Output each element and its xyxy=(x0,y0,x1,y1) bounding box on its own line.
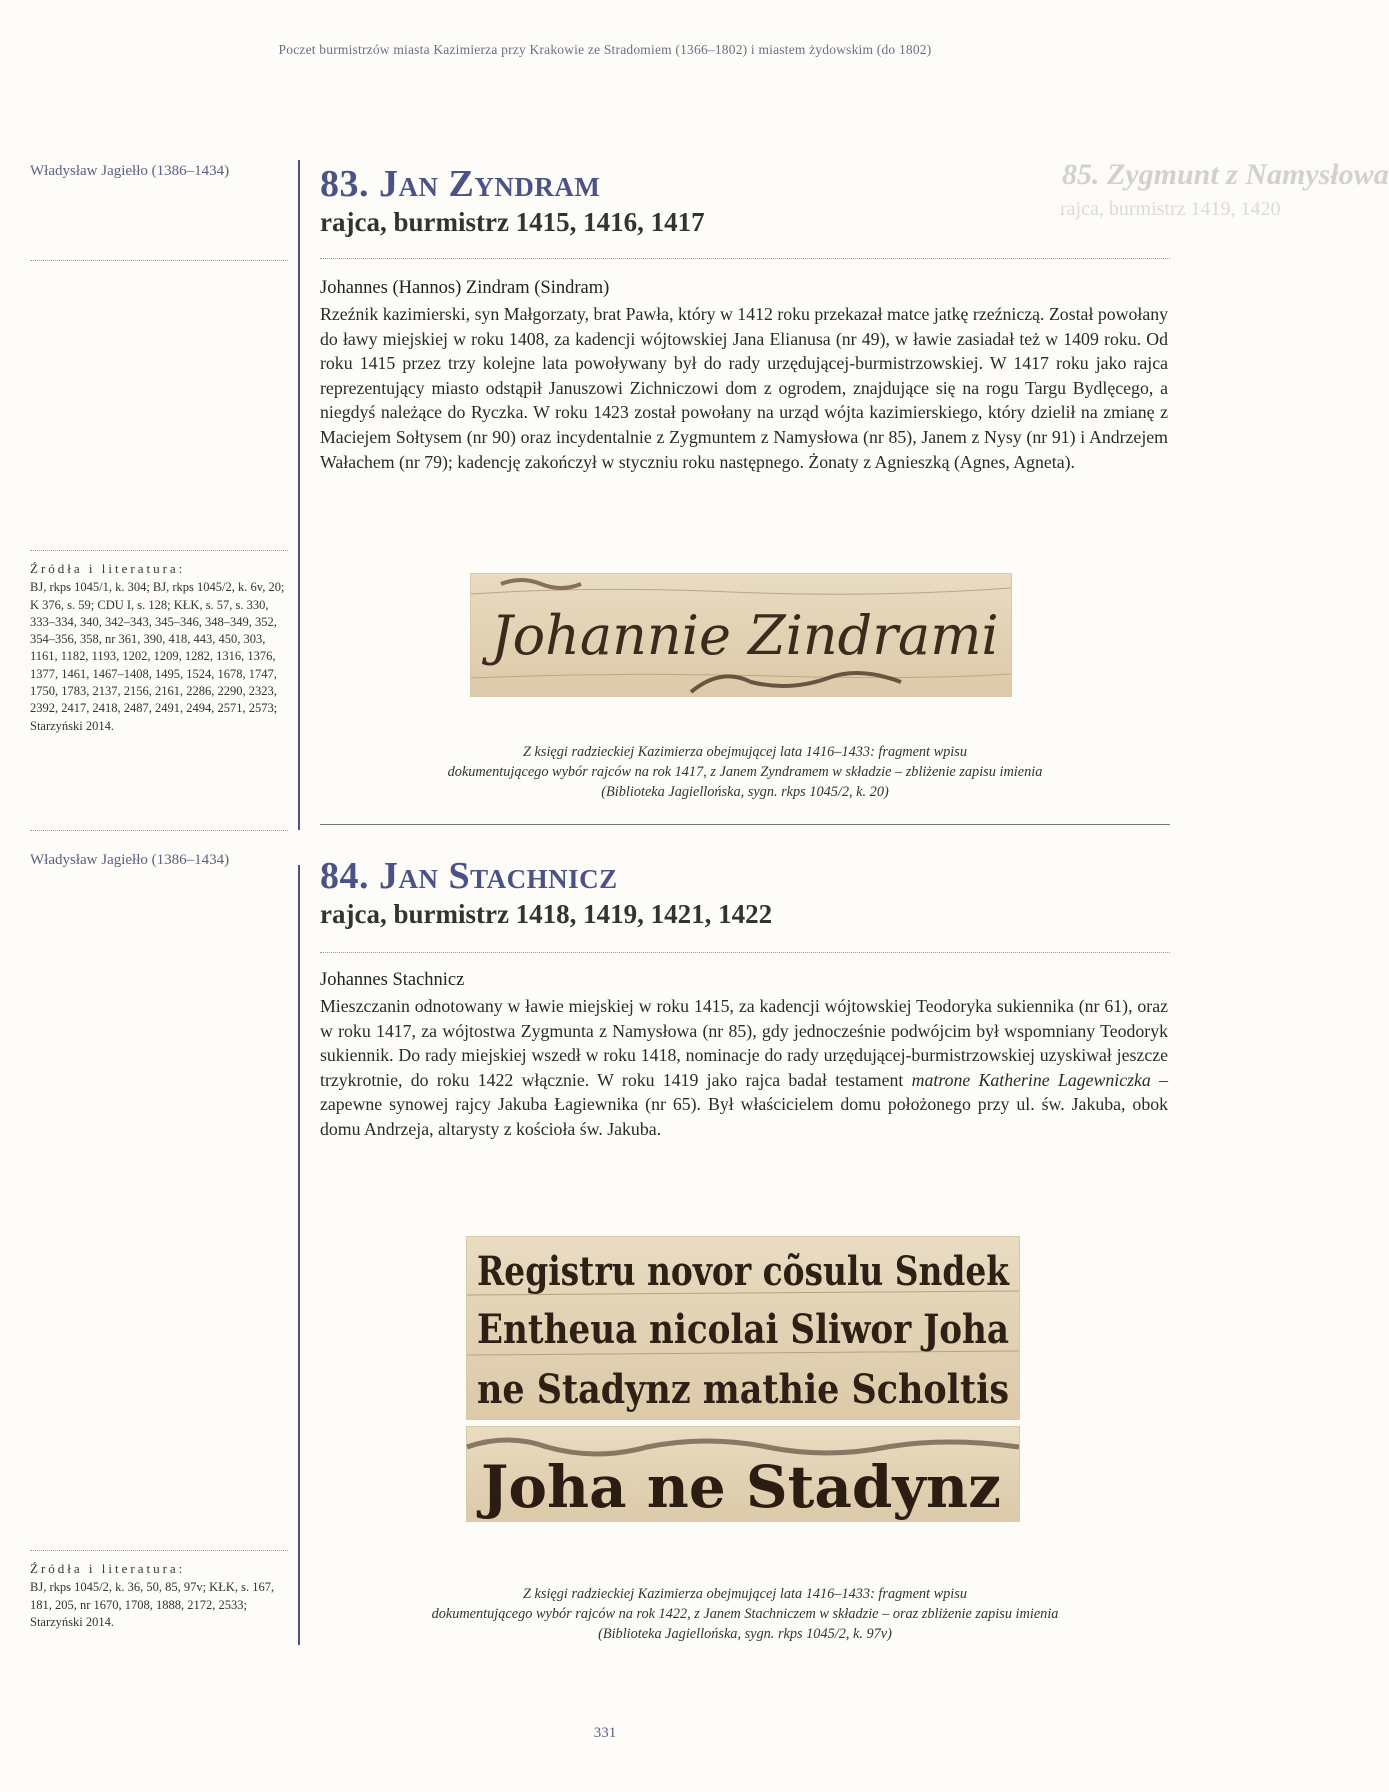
latin-name-84: Johannes Stachnicz xyxy=(320,970,465,990)
caption-line: dokumentującego wybór rajców na rok 1422, z Janem Stachniczem w składzie – oraz zbliżenie zapisu imienia xyxy=(431,1606,1059,1622)
caption-line: Z księgi radzieckiej Kazimierza obejmującej lata 1416–1433: fragment wpisu xyxy=(523,744,967,760)
entry-name: Jan Zyndram xyxy=(379,163,601,205)
entry-offices-84: rajca, burmistrz 1418, 1419, 1421, 1422 xyxy=(320,899,773,929)
bio-84 xyxy=(320,994,1168,1142)
sidebar-divider xyxy=(30,260,288,261)
bleed-through-sidebar xyxy=(30,1330,288,1530)
caption-line: dokumentującego wybór rajców na rok 1417, z Janem Zyndramem w składzie – zbliżenie zapisu imienia xyxy=(447,764,1043,780)
sources-83 xyxy=(30,560,288,735)
entry-divider xyxy=(320,258,1170,259)
sources-heading: Źródła i literatura: xyxy=(30,561,186,576)
caption-line: (Biblioteka Jagiellońska, sygn. rkps 1045/2, k. 97v) xyxy=(598,1626,892,1642)
entry-number: 83. xyxy=(320,163,369,205)
sidebar-reign-84: Władysław Jagiełło (1386–1434) xyxy=(30,852,230,868)
sidebar-divider xyxy=(30,1550,288,1551)
bleed-through-sidebar xyxy=(30,310,288,540)
sidebar-reign-83: Władysław Jagiełło (1386–1434) xyxy=(30,163,230,179)
entry-divider xyxy=(320,952,1170,953)
manuscript-line: ne Stadynz mathie Scholtis xyxy=(477,1366,1009,1413)
manuscript-text: Johannie Zindrami xyxy=(491,604,999,667)
bleed-through-title: 85. Zygmunt z Namysłowa xyxy=(1062,158,1389,191)
sidebar-divider xyxy=(30,550,288,551)
bleed-through-sub: rajca, burmistrz 1419, 1420 xyxy=(1060,198,1281,220)
caption-83 xyxy=(320,742,1170,802)
vertical-rule-bottom xyxy=(298,865,300,1645)
running-header: Poczet burmistrzów miasta Kazimierza przy Krakowie ze Stradomiem (1366–1802) i miastem żydowskim (do 1802) xyxy=(278,42,932,57)
bio-text: Mieszczanin odnotowany w ławie miejskiej w roku 1415, za kadencji wójtowskiej Teodoryka sukiennika (nr 61), oraz w roku 1417, za wójtostwa Zygmunta z Namysłowa (nr 85), gdy jednocześnie podwójcim był wspomniany Teodoryk sukiennik. Do rady miejskiej wszedł w roku 1418, nominacje do rady urzędującej-burmistrzowskiej uzyskiwał jeszcze trzykrotnie, do roku 1422 włącznie. W roku 1419 jako rajca badał testament xyxy=(320,996,1168,1090)
bio-83: Rzeźnik kazimierski, syn Małgorzaty, brat Pawła, który w 1412 roku przekazał matce jatkę rzeźniczą. Został powołany do ławy miejskiej w roku 1408, za kadencji wójtowskiej Jana Elianusa (nr 49), w ławie zasiadał też w 1409 roku. Od roku 1415 przez trzy kolejne lata powoływany był do rady urzędującej-burmistrzowskiej. W 1417 roku jako rajca reprezentujący miasto odstąpił Januszowi Zichniczowi dom z ogrodem, znajdujące się na rogu Targu Bydlęcego, a niegdyś należące do Ryczka. W roku 1423 został powołany na urząd wójta kazimierskiego, który dzielił na zmianę z Maciejem Sołtysem (nr 90) oraz incydentalnie z Zygmuntem z Namysłowa (nr 85), Janem z Nysy (nr 91) i Andrzejem Wałachem (nr 79); kadencję zakończył w styczniu roku następnego. Żonaty z Agnieszką (Agnes, Agneta). xyxy=(320,304,1168,472)
manuscript-image-83 xyxy=(470,573,1012,697)
latin-name-83: Johannes (Hannos) Zindram (Sindram) xyxy=(320,278,610,298)
caption-84 xyxy=(320,1584,1170,1644)
bio-text: – zapewne synowej rajcy Jakuba Łagiewnika (nr 65). Był właścicielem domu położonego przy ul. św. Jakuba, obok domu Andrzeja, altarysty z kościoła św. Jakuba. xyxy=(320,1069,1168,1139)
manuscript-line: Entheua nicolai Sliwor Joha xyxy=(477,1306,1009,1353)
vertical-rule-top xyxy=(298,160,300,830)
page-number: 331 xyxy=(593,1725,617,1741)
sources-heading: Źródła i literatura: xyxy=(30,1561,186,1576)
sources-text: BJ, rkps 1045/2, k. 36, 50, 85, 97v; KŁK, s. 167, 181, 205, nr 1670, 1708, 1888, 2172, 2533; Starzyński 2014. xyxy=(30,1580,275,1629)
entry-offices-83: rajca, burmistrz 1415, 1416, 1417 xyxy=(320,207,705,237)
manuscript-line: Registru novor cõsulu Sndek xyxy=(477,1248,1011,1295)
entry-separator xyxy=(320,824,1170,825)
sources-text: BJ, rkps 1045/1, k. 304; BJ, rkps 1045/2, k. 6v, 20; K 376, s. 59; CDU I, s. 128; KŁK, s. 57, s. 330, 333–334, 340, 342–343, 345–346, 348–349, 352, 354–356, 358, nr 361, 390, 418, 443, 450, 303, 1161, 1182, 1193, 1202, 1209, 1282, 1316, 1376, 1377, 1461, 1467–1408, 1495, 1524, 1678, 1747, 1750, 1783, 2137, 2156, 2161, 2286, 2290, 2323, 2392, 2417, 2418, 2487, 2491, 2494, 2571, 2573; Starzyński 2014. xyxy=(30,580,285,733)
entry-number: 84. xyxy=(320,855,369,897)
sources-84 xyxy=(30,1560,288,1631)
caption-line: Z księgi radzieckiej Kazimierza obejmującej lata 1416–1433: fragment wpisu xyxy=(523,1586,967,1602)
entry-title-84 xyxy=(320,854,618,898)
caption-line: (Biblioteka Jagiellońska, sygn. rkps 1045/2, k. 20) xyxy=(601,784,889,800)
manuscript-image-84 xyxy=(466,1236,1020,1420)
manuscript-zoom-text: Joha ne Stadynz xyxy=(476,1453,1001,1521)
entry-name: Jan Stachnicz xyxy=(379,855,618,897)
manuscript-zoom-84 xyxy=(466,1426,1020,1522)
entry-title-83 xyxy=(320,162,600,206)
sidebar-divider xyxy=(30,830,288,831)
bio-italic-name: matrone Katherine Lagewniczka xyxy=(911,1069,1151,1090)
